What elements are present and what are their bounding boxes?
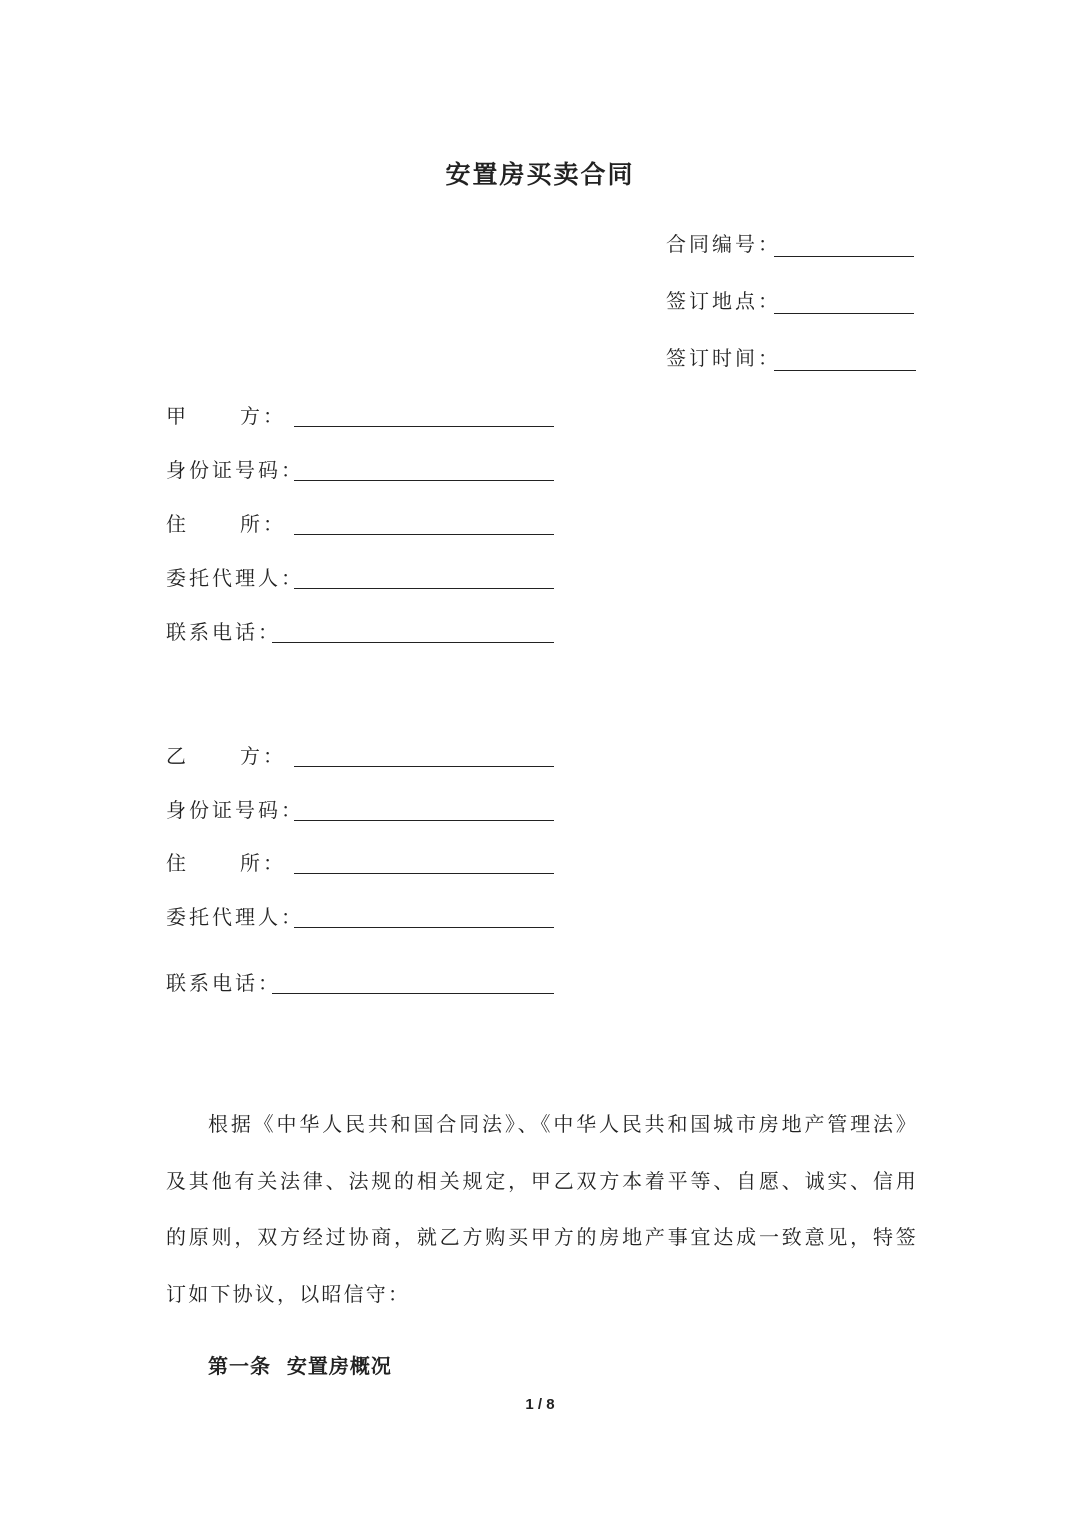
party-a-address-blank[interactable]	[294, 534, 554, 535]
party-a-id-blank[interactable]	[294, 480, 554, 481]
party-a-agent-blank[interactable]	[294, 588, 554, 589]
party-b-name-label-char: 乙	[166, 744, 189, 768]
party-a-agent-label: 委托代理人：	[166, 566, 304, 590]
party-a-name-blank[interactable]	[294, 426, 554, 427]
page-number: 1 / 8	[525, 1396, 555, 1413]
party-b-address-label-suffix: 所：	[240, 851, 286, 875]
party-b-id-blank[interactable]	[294, 820, 554, 821]
party-a-phone-label: 联系电话：	[166, 620, 281, 644]
party-a-id-label: 身份证号码：	[166, 458, 304, 482]
party-b-phone-blank[interactable]	[272, 993, 554, 994]
party-b-id-label: 身份证号码：	[166, 798, 304, 822]
party-b-agent-label: 委托代理人：	[166, 905, 304, 929]
signing-place-blank[interactable]	[774, 313, 914, 314]
party-a-address-label	[166, 510, 286, 538]
contract-number-blank[interactable]	[774, 256, 914, 257]
party-a-name-label	[166, 402, 286, 430]
document-title: 安置房买卖合同	[445, 160, 635, 189]
signing-time-blank[interactable]	[774, 370, 916, 371]
party-a-address-label-char: 住	[166, 512, 189, 536]
article-1-heading: 第一条 安置房概况	[208, 1354, 392, 1378]
signing-place-label: 签订地点：	[666, 289, 781, 313]
contract-number-label: 合同编号：	[666, 232, 781, 256]
party-a-phone-blank[interactable]	[272, 642, 554, 643]
party-b-address-blank[interactable]	[294, 873, 554, 874]
preamble-paragraph: 根据《中华人民共和国合同法》、《中华人民共和国城市房地产管理法》及其他有关法律、法规的相关规定，甲乙双方本着平等、自愿、诚实、信用的原则，双方经过协商，就乙方购买甲方的房地产事宜达成一致意见，特签订如下协议，以昭信守：	[166, 1112, 918, 1306]
party-a-name-label-char: 甲	[166, 404, 189, 428]
signing-time-label: 签订时间：	[666, 346, 781, 370]
party-a-address-label-suffix: 所：	[240, 512, 286, 536]
party-b-name-label	[166, 742, 286, 770]
party-b-address-label-char: 住	[166, 851, 189, 875]
party-b-name-label-suffix: 方：	[240, 744, 286, 768]
party-b-address-label	[166, 849, 286, 877]
party-b-agent-blank[interactable]	[294, 927, 554, 928]
party-b-phone-label: 联系电话：	[166, 971, 281, 995]
party-b-name-blank[interactable]	[294, 766, 554, 767]
party-a-name-label-suffix: 方：	[240, 404, 286, 428]
